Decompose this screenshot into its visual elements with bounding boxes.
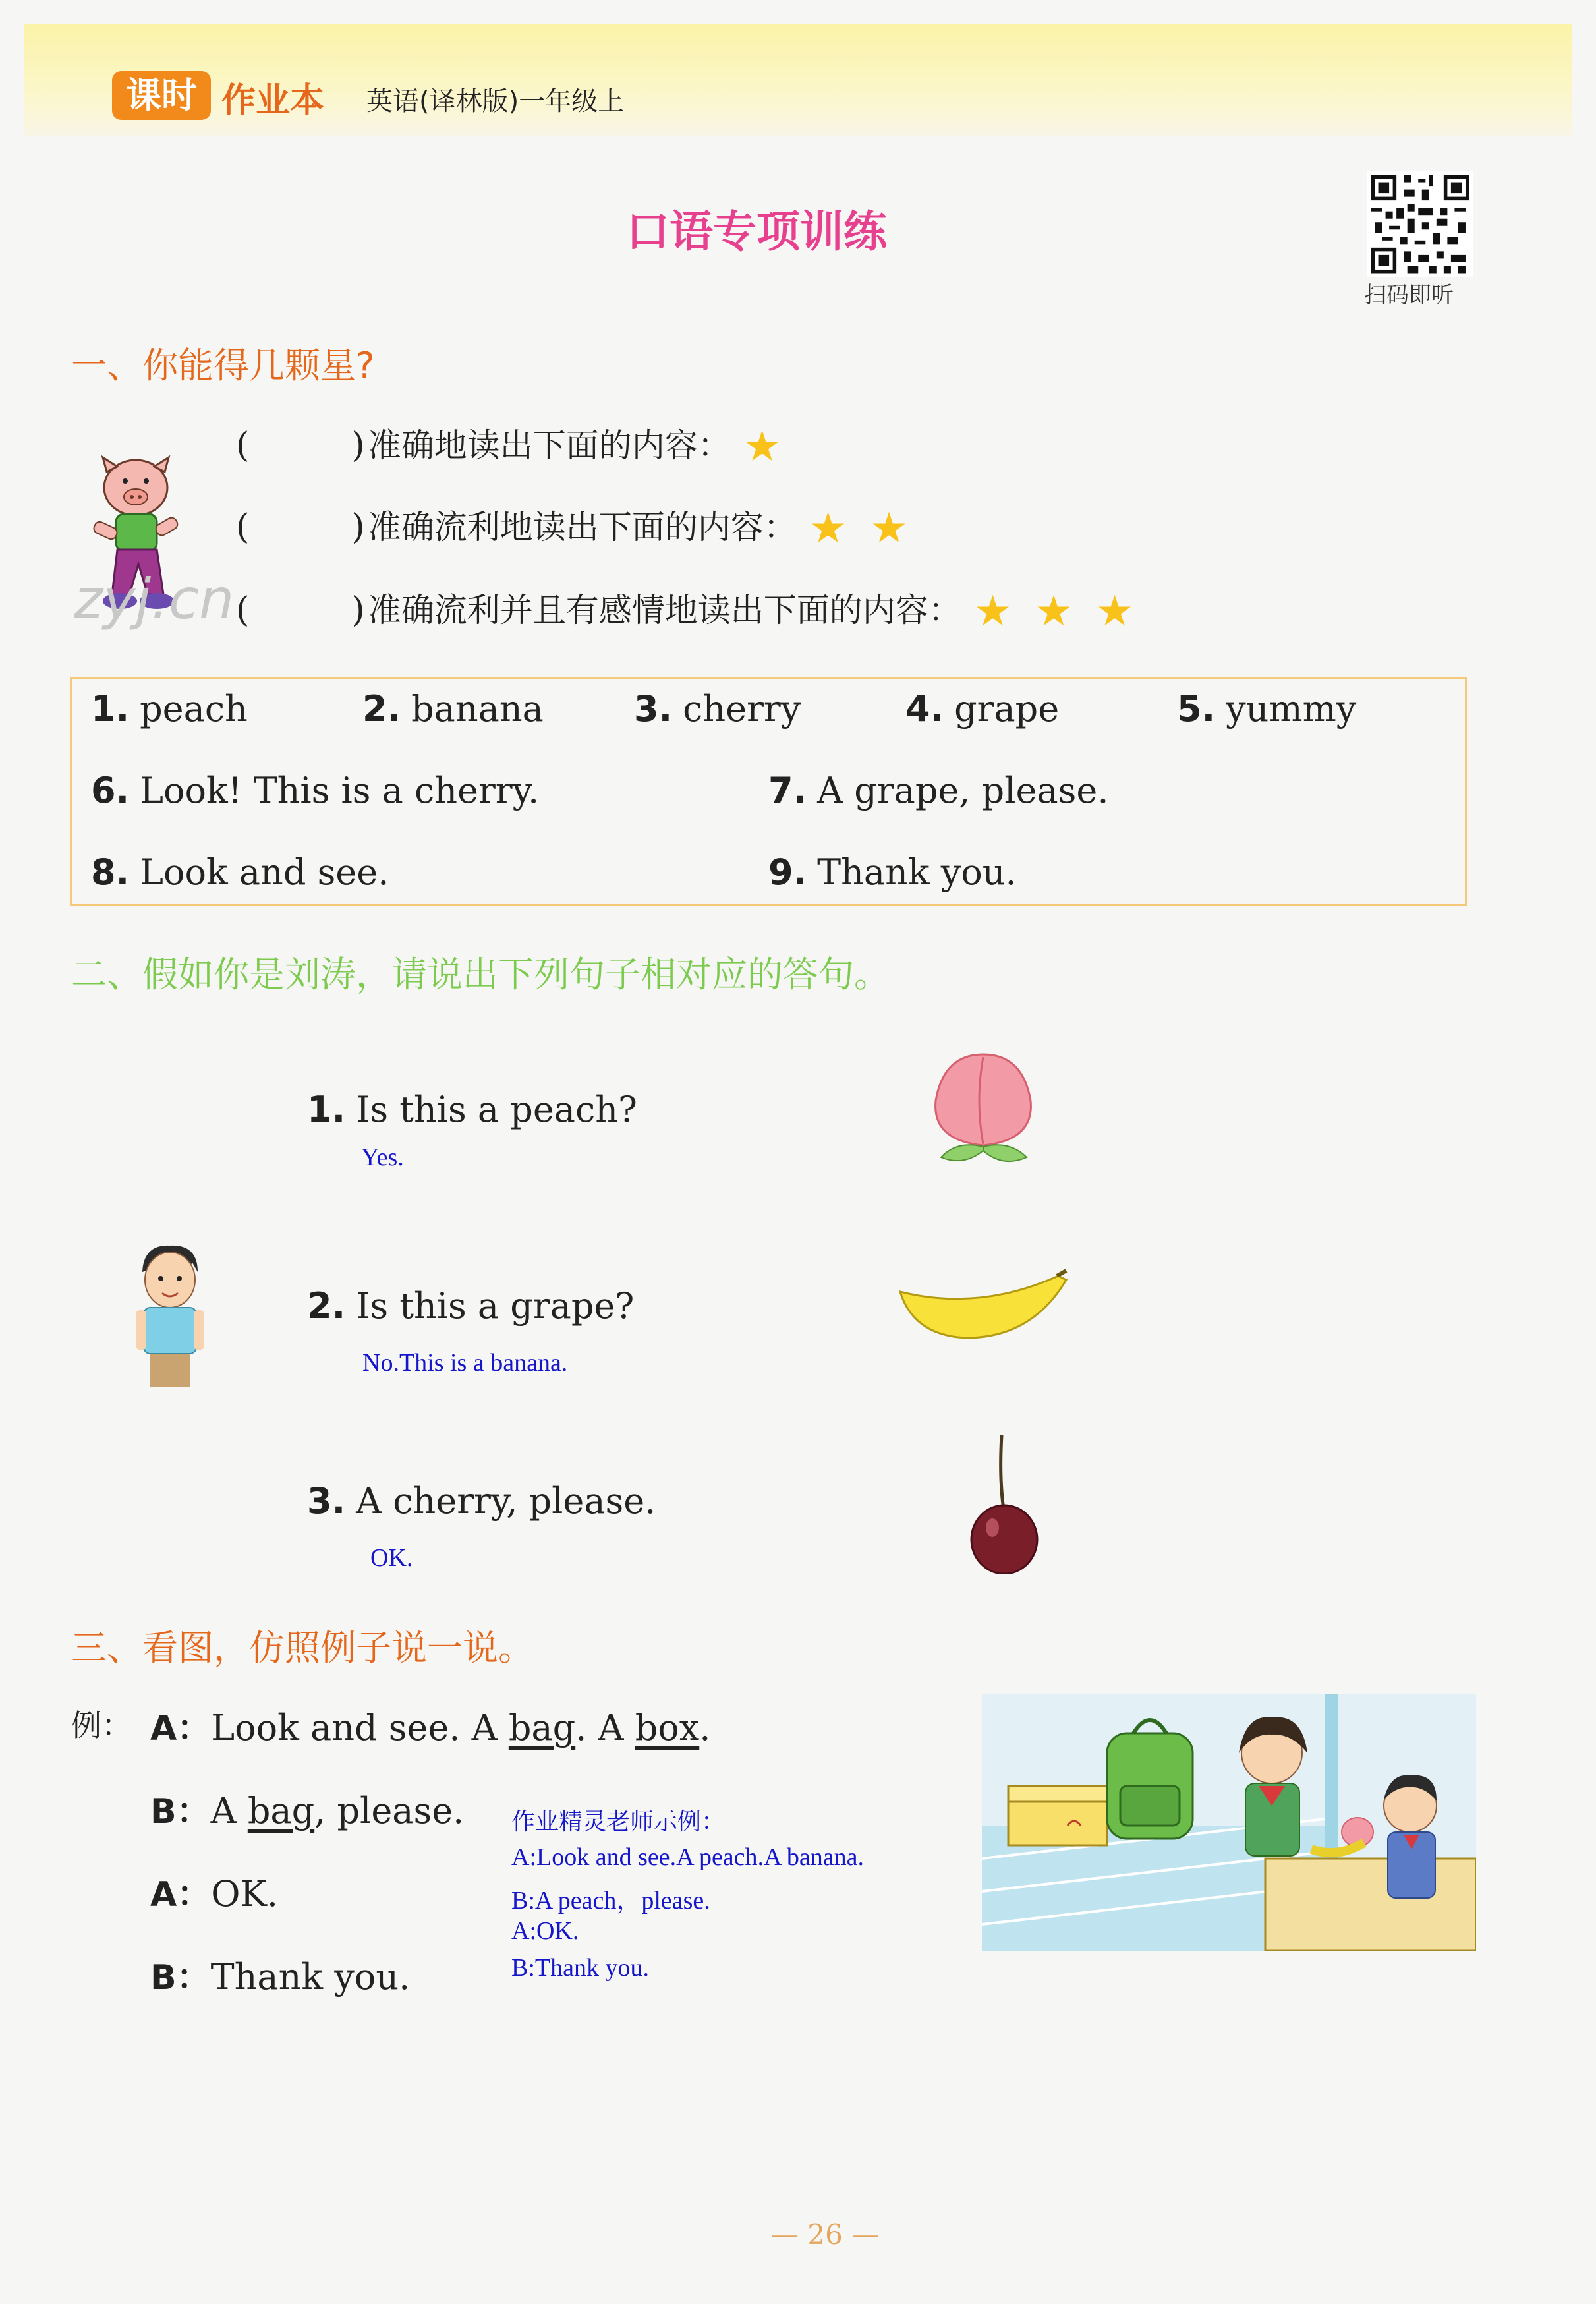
question-2 — [307, 1285, 634, 1327]
question-number: 3. — [307, 1480, 346, 1522]
item-text: cherry — [683, 688, 801, 730]
item-text: grape — [954, 688, 1060, 730]
sample-line-3: A:OK. — [511, 1917, 579, 1945]
star-row-1 — [236, 419, 781, 471]
section2-heading: 二、假如你是刘涛，请说出下列句子相对应的答句。 — [71, 954, 890, 995]
paren-close: ) — [351, 426, 365, 465]
example-label: 例： — [71, 1708, 132, 1743]
dialog-text: . A — [575, 1707, 635, 1748]
banana-icon — [894, 1265, 1071, 1351]
underlined-word: bag — [247, 1790, 315, 1831]
question-number: 2. — [307, 1285, 346, 1327]
answer-2: No.This is a banana. — [362, 1349, 568, 1377]
reading-item-1 — [91, 688, 248, 730]
speaker-label: A： — [150, 1875, 212, 1915]
paren-open: ( — [236, 507, 250, 547]
reading-item-8 — [91, 851, 389, 893]
qr-code-icon[interactable] — [1367, 171, 1473, 277]
boy-character-icon — [124, 1239, 216, 1391]
question-3 — [307, 1480, 656, 1522]
item-number: 4. — [905, 688, 944, 730]
sample-line-1: A:Look and see.A peach.A banana. — [511, 1843, 864, 1871]
page-title: 口语专项训练 — [626, 206, 887, 257]
reading-item-4 — [905, 688, 1059, 730]
dialog-line-2 — [150, 1783, 464, 1833]
watermark: zyj.cn — [74, 567, 235, 631]
dialog-text: . — [699, 1707, 711, 1748]
star-row-text: 准确地读出下面的内容： — [368, 426, 731, 465]
item-number: 9. — [768, 851, 807, 893]
reading-item-2 — [362, 688, 544, 730]
reading-item-3 — [634, 688, 801, 730]
dialog-text: , please. — [314, 1790, 465, 1831]
peach-icon — [924, 1041, 1042, 1173]
logo: 课时 — [112, 71, 211, 120]
star-row-3 — [236, 584, 1133, 636]
underlined-word: bag — [508, 1707, 576, 1748]
item-text: yummy — [1226, 688, 1357, 730]
cherry-icon — [969, 1429, 1041, 1574]
answer-3: OK. — [370, 1544, 413, 1572]
question-text: Is this a grape? — [356, 1285, 635, 1327]
dialog-line-1 — [150, 1700, 710, 1750]
paren-open: ( — [236, 426, 250, 465]
speaker-label: A： — [150, 1709, 212, 1748]
answer-1: Yes. — [361, 1143, 404, 1171]
star-icon: ★ — [1095, 587, 1134, 636]
item-number: 7. — [768, 770, 807, 811]
dialog-text: A — [210, 1790, 248, 1831]
brand-name: 作业本 — [221, 81, 325, 121]
speaker-label: B： — [150, 1792, 211, 1831]
item-number: 5. — [1177, 688, 1216, 730]
sample-title: 作业精灵老师示例： — [511, 1808, 726, 1835]
speaker-label: B： — [150, 1958, 211, 1998]
question-text: Is this a peach? — [356, 1089, 637, 1130]
question-1 — [307, 1089, 637, 1130]
page-number: — 26 — — [771, 2218, 880, 2251]
item-number: 2. — [362, 688, 401, 730]
star-row-text: 准确流利并且有感情地读出下面的内容： — [368, 591, 961, 629]
item-number: 6. — [91, 770, 130, 811]
sample-line-4: B:Thank you. — [511, 1954, 649, 1982]
item-text: banana — [411, 688, 544, 730]
reading-item-7 — [768, 770, 1109, 811]
item-text: Thank you. — [817, 851, 1017, 893]
star-icon: ★ — [1035, 587, 1073, 636]
sample-line-2: B:A peach，please. — [511, 1887, 710, 1915]
star-icon: ★ — [870, 504, 908, 553]
item-number: 3. — [634, 688, 673, 730]
reading-item-6 — [91, 770, 539, 811]
item-text: peach — [140, 688, 248, 730]
star-row-text: 准确流利地读出下面的内容： — [368, 508, 797, 546]
dialog-line-4 — [150, 1949, 410, 1999]
dialog-text: Thank you. — [210, 1956, 411, 1998]
dialog-text: OK. — [211, 1873, 279, 1915]
underlined-word: box — [635, 1707, 700, 1748]
item-text: Look and see. — [140, 851, 389, 893]
paren-close: ) — [351, 590, 365, 630]
star-icon: ★ — [743, 422, 782, 471]
reading-item-5 — [1177, 688, 1356, 730]
question-number: 1. — [307, 1089, 346, 1130]
item-text: Look! This is a cherry. — [140, 770, 540, 811]
paren-close: ) — [351, 507, 365, 547]
star-row-2 — [236, 501, 908, 553]
dialog-line-3 — [150, 1866, 278, 1916]
paren-open: ( — [236, 590, 250, 630]
question-text: A cherry, please. — [356, 1480, 656, 1522]
section1-heading: 一、你能得几颗星? — [71, 345, 375, 386]
star-icon: ★ — [973, 587, 1012, 636]
item-number: 1. — [91, 688, 130, 730]
dialog-text: Look and see. A — [211, 1707, 509, 1748]
shop-scene-illustration — [982, 1694, 1476, 1951]
reading-item-9 — [768, 851, 1017, 893]
qr-caption: 扫码即听 — [1364, 282, 1454, 308]
item-text: A grape, please. — [817, 770, 1109, 811]
subject-label: 英语(译林版)一年级上 — [366, 86, 625, 117]
item-number: 8. — [91, 851, 130, 893]
section3-heading: 三、看图，仿照例子说一说。 — [71, 1627, 534, 1669]
star-icon: ★ — [809, 504, 847, 553]
